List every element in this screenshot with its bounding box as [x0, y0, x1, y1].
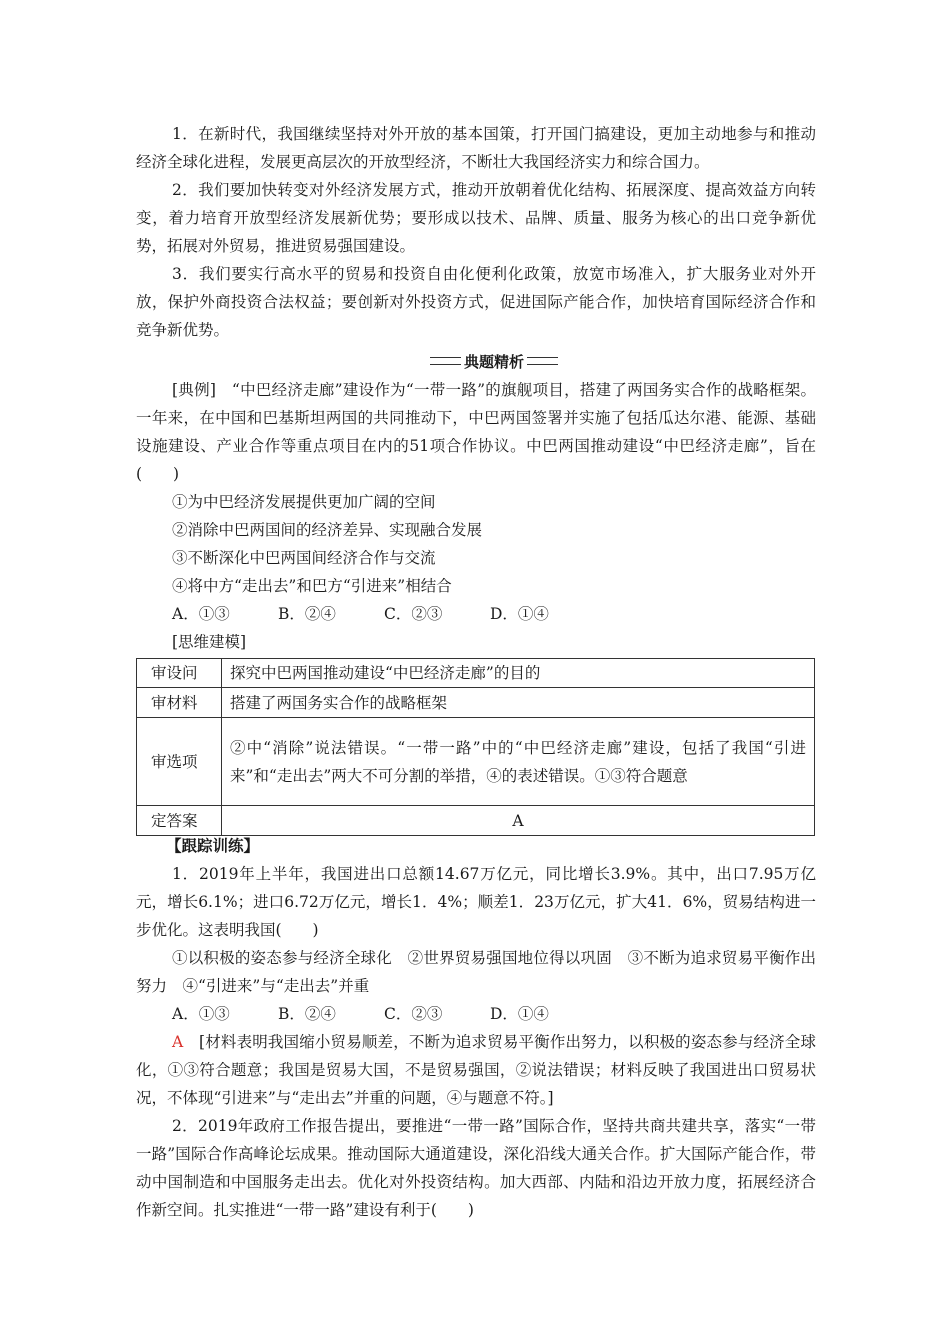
q1-explanation: [材料表明我国缩小贸易顺差，不断为追求贸易平衡作出努力，以积极的姿态参与经济全球化，①③符合题意；我国是贸易大国，不是贸易强国，②说法错误；材料反映了我国进出口贸易状况，不体现“引进来”与“走出去”并重的问题，④与题意不符。]: [136, 1033, 816, 1107]
q1-stem: 1．2019年上半年，我国进出口总额14.67万亿元，同比增长3.9%。其中，出口7.95万亿元，增长6.1%；进口6.72万亿元，增长1．4%；顺差1．23万亿元，扩大41．6%，贸易结构进一步优化。这表明我国( ): [136, 865, 816, 939]
table-value-cell: ②中“消除”说法错误。“一带一路”中的“中巴经济走廊”建设，包括了我国“引进来”和“走出去”两大不可分割的举措，④的表述错误。①③符合题意: [222, 718, 815, 806]
intro-paragraph-2: 2．我们要加快转变对外经济发展方式，推动开放朝着优化结构、拓展深度、提高效益方向转变，着力培育开放型经济发展新优势；要形成以技术、品牌、质量、服务为核心的出口竞争新优势，拓展对外贸易，推进贸易强国建设。: [136, 181, 816, 255]
q1-answer-block: [136, 1028, 816, 1112]
option-c: C．②③: [384, 1005, 443, 1023]
thinking-model-table: [136, 658, 815, 836]
example-item-4: ④将中方“走出去”和巴方“引进来”相结合: [172, 577, 452, 595]
banner-title: 典题精析: [461, 351, 527, 372]
option-b: B．②④: [278, 605, 336, 623]
option-a: A．①③: [172, 1005, 230, 1023]
table-value-cell: 搭建了两国务实合作的战略框架: [222, 688, 815, 718]
q2-stem: 2．2019年政府工作报告提出，要推进“一带一路”国际合作，坚持共商共建共享，落实“一带一路”国际合作高峰论坛成果。推动国际大通道建设，深化沿线大通关合作。扩大国际产能合作，带动中国制造和中国服务走出去。优化对外投资结构。加大西部、内陆和沿边开放力度，拓展经济合作新空间。扎实推进“一带一路”建设有利于( ): [136, 1117, 816, 1219]
option-a: A．①③: [172, 605, 230, 623]
q1-options: [172, 1000, 596, 1028]
option-d: D．①④: [490, 605, 549, 623]
q1-answer: A: [172, 1033, 184, 1051]
table-row: [137, 659, 815, 688]
intro-paragraph-3: 3．我们要实行高水平的贸易和投资自由化便利化政策，放宽市场准入，扩大服务业对外开放，保护外商投资合法权益；要创新对外投资方式，促进国际产能合作，加快培育国际经济合作和竞争新优势。: [136, 265, 816, 339]
option-c: C．②③: [384, 605, 443, 623]
practice-title: 【跟踪训练】: [166, 837, 260, 855]
table-row: [137, 806, 815, 836]
model-label: [思维建模]: [172, 633, 247, 651]
table-value-cell: A: [222, 806, 815, 836]
table-key-cell: 审设问: [137, 659, 222, 688]
intro-paragraph-1: 1．在新时代，我国继续坚持对外开放的基本国策，打开国门搞建设，更加主动地参与和推动经济全球化进程，发展更高层次的开放型经济，不断壮大我国经济实力和综合国力。: [136, 125, 816, 171]
table-key-cell: 定答案: [137, 806, 222, 836]
option-d: D．①④: [490, 1005, 549, 1023]
banner-rule-left: [430, 357, 461, 365]
q1-items: ①以积极的姿态参与经济全球化 ②世界贸易强国地位得以巩固 ③不断为追求贸易平衡作出努力 ④“引进来”与“走出去”并重: [136, 949, 816, 995]
table-row: [137, 718, 815, 806]
table-key-cell: 审材料: [137, 688, 222, 718]
section-banner: [430, 350, 558, 372]
example-item-2: ②消除中巴两国间的经济差异、实现融合发展: [172, 521, 483, 539]
example-item-1: ①为中巴经济发展提供更加广阔的空间: [172, 493, 436, 511]
table-value-cell: 探究中巴两国推动建设“中巴经济走廊”的目的: [222, 659, 815, 688]
example-item-3: ③不断深化中巴两国间经济合作与交流: [172, 549, 436, 567]
example-stem: [典例] “中巴经济走廊”建设作为“一带一路”的旗舰项目，搭建了两国务实合作的战略框架。一年来，在中国和巴基斯坦两国的共同推动下，中巴两国签署并实施了包括瓜达尔港、能源、基础设施建设、产业合作等重点项目在内的51项合作协议。中巴两国推动建设“中巴经济走廊”，旨在( ): [136, 381, 816, 483]
option-b: B．②④: [278, 1005, 336, 1023]
table-key-cell: 审选项: [137, 718, 222, 806]
example-options: [172, 600, 596, 628]
banner-rule-right: [527, 357, 558, 365]
table-row: [137, 688, 815, 718]
